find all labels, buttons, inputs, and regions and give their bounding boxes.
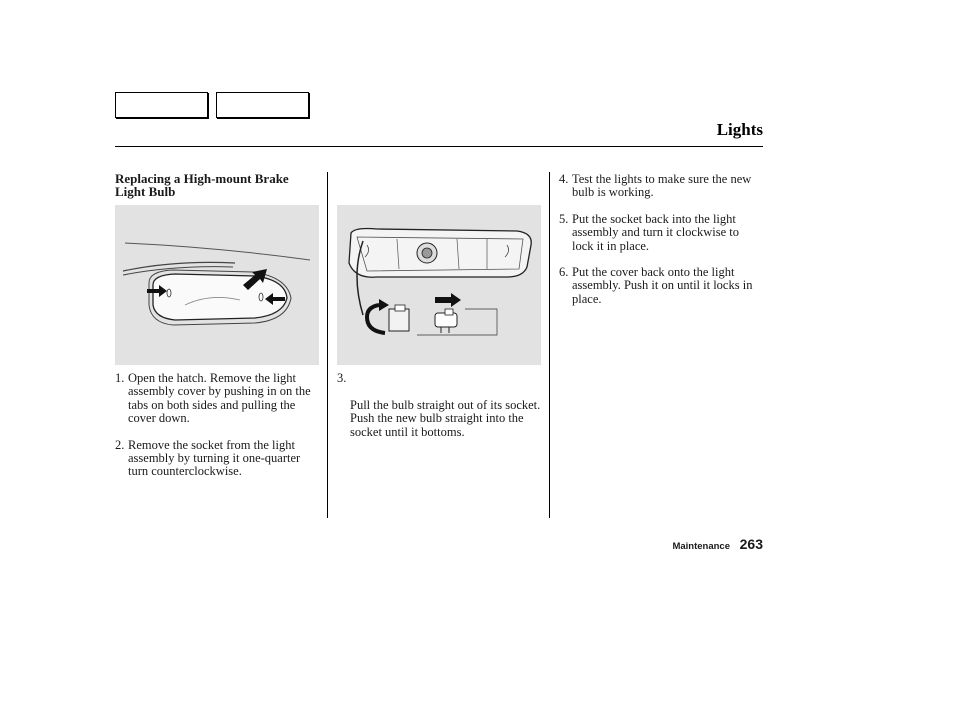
step-number: 6. — [559, 265, 569, 280]
title-divider — [115, 146, 763, 147]
step-number: 2. — [115, 437, 125, 452]
step-number: 5. — [559, 211, 569, 226]
bulb-socket-illustration — [337, 205, 541, 365]
nav-tab-1[interactable] — [115, 92, 208, 118]
steps-list-column-1 — [115, 372, 320, 492]
list-item — [559, 173, 759, 200]
list-item — [115, 372, 320, 426]
step-number: 4. — [559, 172, 569, 186]
page-number: 263 — [739, 536, 763, 552]
step-text: Open the hatch. Remove the light assembly cover by pushing in on the tabs on both sides and pulling the cover down. — [128, 371, 311, 426]
nav-tab-2[interactable] — [216, 92, 309, 118]
step-text: Put the cover back onto the light assembly. Push it on until it locks in place. — [572, 265, 753, 306]
list-item — [115, 439, 320, 479]
column-divider-1 — [327, 172, 328, 518]
list-item — [337, 372, 542, 439]
section-title: Lights — [716, 120, 763, 139]
footer-section-label: Maintenance — [672, 541, 730, 552]
cover-removal-illustration — [115, 205, 319, 365]
step-text: Remove the socket from the light assembly by turning it one-quarter turn counterclockwise. — [128, 437, 301, 479]
step-text: Test the lights to make sure the new bulb is working. — [572, 172, 752, 200]
steps-list-column-3 — [559, 173, 759, 319]
procedure-heading: Replacing a High-mount Brake Light Bulb — [115, 171, 289, 199]
step-text: Pull the bulb straight out of its socket. Push the new bulb straight into the socket until it bottoms. — [350, 397, 541, 439]
list-item — [559, 266, 759, 306]
column-divider-2 — [549, 172, 550, 518]
list-item — [559, 213, 759, 253]
step-number: 3. — [337, 371, 347, 385]
step-number: 1. — [115, 371, 125, 385]
step-text: Put the socket back into the light assembly and turn it clockwise to lock it in place. — [572, 211, 739, 253]
steps-list-column-2 — [337, 372, 542, 452]
